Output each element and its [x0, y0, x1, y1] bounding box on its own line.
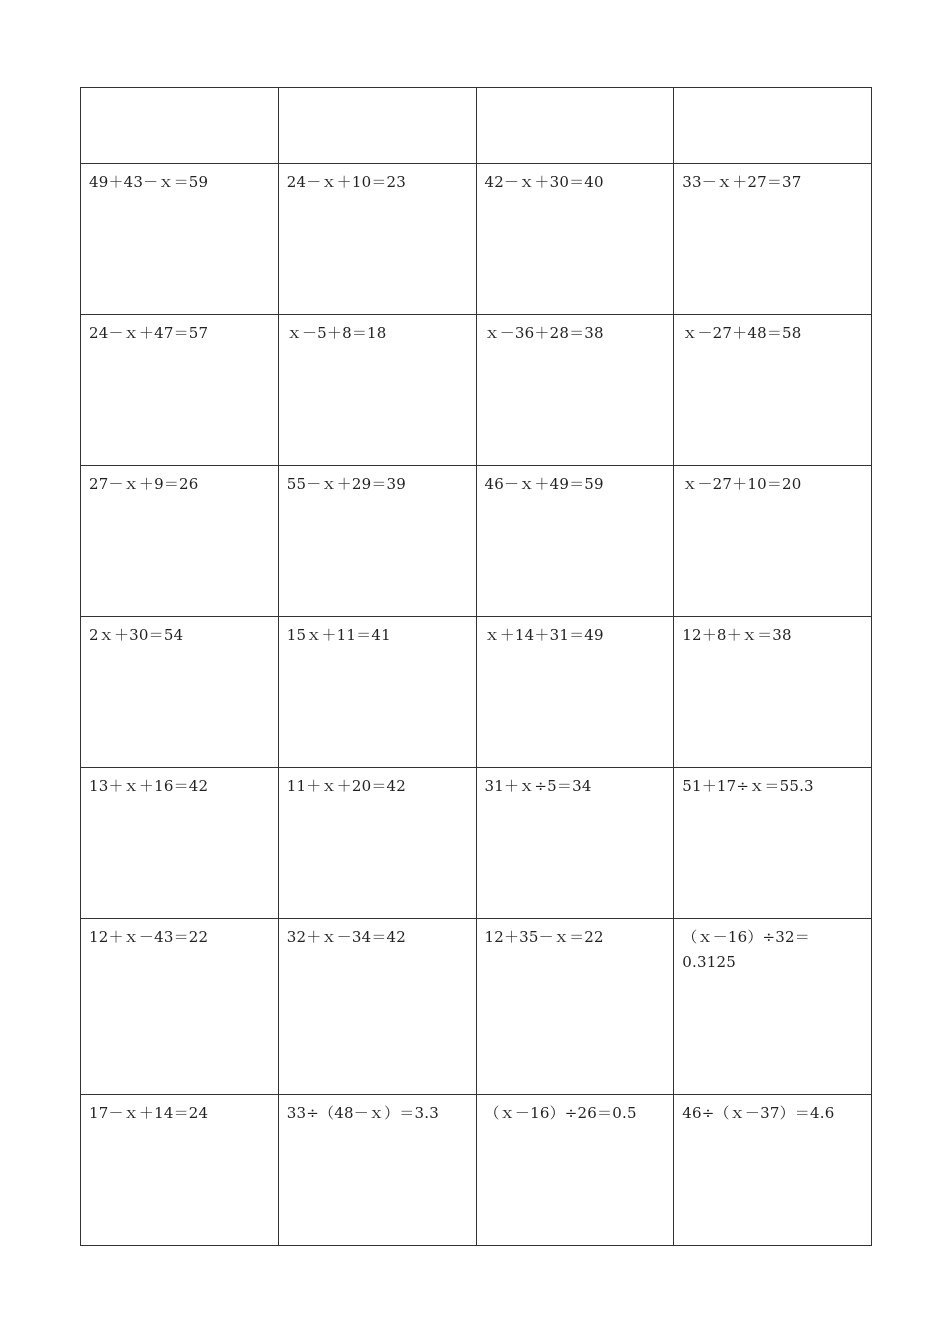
equation-cell: 55－ｘ＋29＝39 [278, 466, 476, 617]
equation-cell: 24－ｘ＋47＝57 [81, 315, 279, 466]
table-row [81, 466, 872, 617]
equation-cell: 46－ｘ＋49＝59 [476, 466, 674, 617]
header-cell [278, 88, 476, 164]
equation-cell: 33－ｘ＋27＝37 [674, 164, 872, 315]
equation-cell: （ｘ－16）÷26＝0.5 [476, 1095, 674, 1246]
equation-cell: ｘ－27＋48＝58 [674, 315, 872, 466]
equation-cell: ｘ－27＋10＝20 [674, 466, 872, 617]
table-row [81, 919, 872, 1095]
table-row [81, 1095, 872, 1246]
equation-cell: 31＋ｘ÷5＝34 [476, 768, 674, 919]
equation-cell: 49＋43－ｘ＝59 [81, 164, 279, 315]
table-row [81, 617, 872, 768]
equation-cell: 17－ｘ＋14＝24 [81, 1095, 279, 1246]
equation-cell: 11＋ｘ＋20＝42 [278, 768, 476, 919]
equation-cell: 13＋ｘ＋16＝42 [81, 768, 279, 919]
equation-cell: （ｘ－16）÷32＝0.3125 [674, 919, 872, 1095]
equation-cell: 27－ｘ＋9＝26 [81, 466, 279, 617]
table-row [81, 164, 872, 315]
equation-worksheet-table [80, 87, 872, 1246]
equation-cell: 15ｘ＋11＝41 [278, 617, 476, 768]
table-header-row [81, 88, 872, 164]
header-cell [476, 88, 674, 164]
equation-cell: 32＋ｘ－34＝42 [278, 919, 476, 1095]
equation-cell: 42－ｘ＋30＝40 [476, 164, 674, 315]
equation-cell: 51＋17÷ｘ＝55.3 [674, 768, 872, 919]
equation-cell: 12＋35－ｘ＝22 [476, 919, 674, 1095]
equation-cell: 33÷（48－ｘ）＝3.3 [278, 1095, 476, 1246]
equation-cell: 46÷（ｘ－37）＝4.6 [674, 1095, 872, 1246]
table-row [81, 315, 872, 466]
equation-cell: ｘ＋14＋31＝49 [476, 617, 674, 768]
equation-cell: 12＋8＋ｘ＝38 [674, 617, 872, 768]
equation-cell: 24－ｘ＋10＝23 [278, 164, 476, 315]
table-row [81, 768, 872, 919]
equation-cell: 2ｘ＋30＝54 [81, 617, 279, 768]
equation-cell: ｘ－36＋28＝38 [476, 315, 674, 466]
equation-cell: 12＋ｘ－43＝22 [81, 919, 279, 1095]
header-cell [81, 88, 279, 164]
header-cell [674, 88, 872, 164]
equation-cell: ｘ－5＋8＝18 [278, 315, 476, 466]
